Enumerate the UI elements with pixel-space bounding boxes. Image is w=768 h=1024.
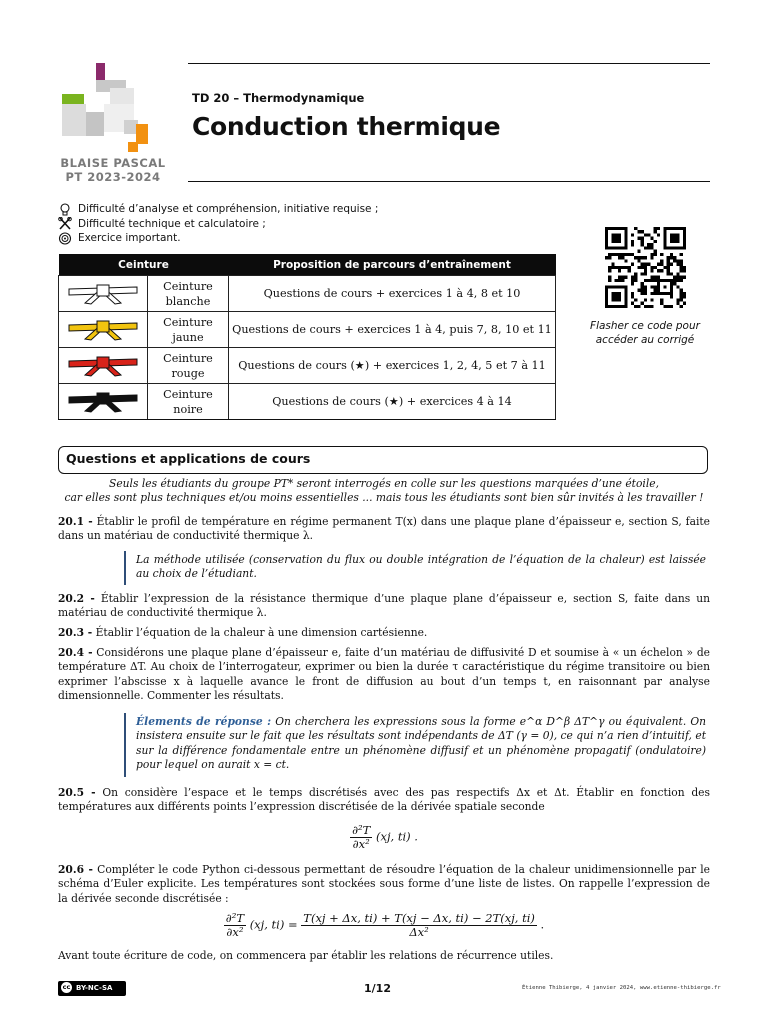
belt-cell — [59, 348, 148, 384]
question-text: Établir l’équation de la chaleur à une dimension cartésienne. — [95, 626, 428, 639]
question-20-5 — [58, 786, 710, 815]
tools-icon — [58, 217, 72, 230]
note-bar — [124, 713, 126, 777]
table-row — [59, 384, 556, 420]
table-row — [59, 276, 556, 312]
difficulty-legend — [58, 202, 378, 246]
belt-proposal: Questions de cours + exercices 1 à 4, puis 7, 8, 10 et 11 — [229, 312, 556, 348]
cc-icon: cc — [62, 983, 71, 991]
belt-cell — [59, 312, 148, 348]
question-number: 20.6 - — [58, 863, 93, 876]
header-top-rule — [188, 63, 710, 64]
question-20-6 — [58, 863, 710, 906]
black-belt-icon — [67, 387, 139, 413]
td-label: TD 20 – Thermodynamique — [192, 91, 365, 105]
section-intro: Seuls les étudiants du groupe PT* seront interrogés en colle sur les questions marquées d’une étoile, car elles sont plus techniques et/ou moins essentielles ... mais tous les étudiants sont bien sûr invités à les travailler ! — [64, 477, 704, 504]
belt-proposal: Questions de cours + exercices 1 à 4, 8 et 10 — [229, 276, 556, 312]
section-title: Questions et applications de cours — [66, 451, 311, 466]
qr-caption: Flasher ce code pour accéder au corrigé — [590, 320, 700, 346]
question-20-3 — [58, 626, 710, 640]
header-bottom-rule — [188, 181, 710, 182]
answer-elements-label: Élements de réponse : — [136, 715, 272, 728]
fraction: $\frac{\text{∂²T}}{\text{∂x²}}$ — [352, 823, 371, 851]
legend-text: Difficulté technique et calculatoire ; — [78, 217, 266, 230]
belt-name: Ceinture blanche — [148, 276, 229, 312]
question-text: Établir l’expression de la résistance thermique d’une plaque plane d’épaisseur e, section S, faite dans un matériau de conductivité thermique λ. — [58, 592, 710, 620]
red-belt-icon — [67, 351, 139, 377]
legend-text: Difficulté d’analyse et compréhension, initiative requise ; — [78, 203, 379, 215]
question-number: 20.3 - — [58, 626, 93, 639]
question-text: On considère l’espace et le temps discrétisés avec des pas respectifs Δx et Δt. Établir en fonction des températures aux différents points l’expression discrétisée de la dérivée spatiale seconde — [58, 786, 710, 814]
question-number: 20.5 - — [58, 786, 96, 799]
question-number: 20.2 - — [58, 592, 95, 605]
logo-line-2: PT 2023-2024 — [65, 170, 161, 184]
belt-name: Ceinture noire — [148, 384, 229, 420]
belt-name: Ceinture jaune — [148, 312, 229, 348]
equation-discretized: $\frac{\text{∂²T}}{\text{∂x²}}$ (xj, ti) = $\frac{T(xj + \Delta x, ti) + T(xj - \Delta x, ti) - 2T(xj, ti)}{\text{Δx²}}$ . — [225, 911, 545, 939]
table-row — [59, 312, 556, 348]
belt-cell — [59, 276, 148, 312]
lightbulb-icon — [58, 203, 72, 216]
fraction: $\frac{\text{∂²T}}{\text{∂x²}}$ — [225, 911, 245, 939]
legend-item — [58, 231, 378, 246]
answer-elements-text: On cherchera les expressions sous la forme e^α D^β ΔT^γ ou équivalent. On insistera ensuite sur le fait que les résultats sont indépendants de ΔT (γ = 0), ce qui n’a rien d’intuitif, et sur la différence fondamentale entre un phénomène diffusif et un phénomène propagatif (ondulatoire) pour lequel on aurait x = ct. — [136, 715, 707, 771]
author-line: Étienne Thibierge, 4 janvier 2024, www.etienne-thibierge.fr — [522, 985, 721, 991]
training-path-table — [58, 254, 556, 420]
legend-item — [58, 202, 378, 217]
belt-proposal: Questions de cours (★) + exercices 4 à 14 — [229, 384, 556, 420]
qr-code[interactable] — [605, 227, 686, 308]
column-header-belt: Ceinture — [59, 254, 229, 276]
yellow-belt-icon — [67, 315, 139, 341]
question-text: Considérons une plaque plane d’épaisseur e, faite d’un matériau de diffusivité D et soumise à « un échelon » de température ΔT. Au choix de l’interrogateur, exprimer ou bien la durée τ caractéristique du régime transitoire ou bien exprimer l’abscisse x à laquelle avance le front de diffusion au bout d’un temps t, en raisonnant par analyse dimensionnelle. Commenter les résultats. — [58, 646, 710, 702]
question-number: 20.1 - — [58, 515, 93, 528]
logo-line-1: BLAISE PASCAL — [60, 156, 166, 170]
logo-caption — [58, 156, 168, 184]
question-20-1 — [58, 515, 710, 544]
column-header-proposal: Proposition de parcours d’entraînement — [229, 254, 556, 276]
question-20-1-note: La méthode utilisée (conservation du flux ou double intégration de l’équation de la chaleur) est laissée au choix de l’étudiant. — [136, 553, 706, 581]
note-bar — [124, 551, 126, 585]
belt-cell — [59, 384, 148, 420]
white-belt-icon — [67, 279, 139, 305]
equation-second-derivative: $\frac{\text{∂²T}}{\text{∂x²}}$ (xj, ti) . — [352, 823, 418, 851]
question-text: Compléter le code Python ci-dessous permettant de résoudre l’équation de la chaleur unidimensionnelle par le schéma d’Euler explicite. Les températures sont stockées sous forme d’une liste de listes. On rappelle l’expression de la dérivée seconde discrétisée : — [58, 863, 710, 905]
closing-sentence: Avant toute écriture de code, on commencera par établir les relations de récurrence utiles. — [58, 949, 554, 962]
question-20-4-note — [136, 715, 706, 772]
fraction: $\frac{T(xj + \Delta x, ti) + T(xj - \Delta x, ti) - 2T(xj, ti)}{\text{Δx²}}$ — [303, 911, 535, 939]
question-20-4 — [58, 646, 710, 703]
page-number: 1/12 — [364, 982, 391, 995]
legend-item — [58, 217, 378, 232]
table-row — [59, 348, 556, 384]
license-text: BY-NC-SA — [76, 984, 113, 992]
belt-name: Ceinture rouge — [148, 348, 229, 384]
page-title: Conduction thermique — [192, 112, 501, 141]
question-number: 20.4 - — [58, 646, 93, 659]
question-text: Établir le profil de température en régime permanent T(x) dans une plaque plane d’épaisseur e, section S, faite dans un matériau de conductivité thermique λ. — [58, 515, 711, 543]
table-header-row — [59, 254, 556, 276]
legend-text: Exercice important. — [78, 232, 181, 244]
question-20-2 — [58, 592, 710, 621]
important-icon — [58, 232, 72, 245]
belt-proposal: Questions de cours (★) + exercices 1, 2, 4, 5 et 7 à 11 — [229, 348, 556, 384]
